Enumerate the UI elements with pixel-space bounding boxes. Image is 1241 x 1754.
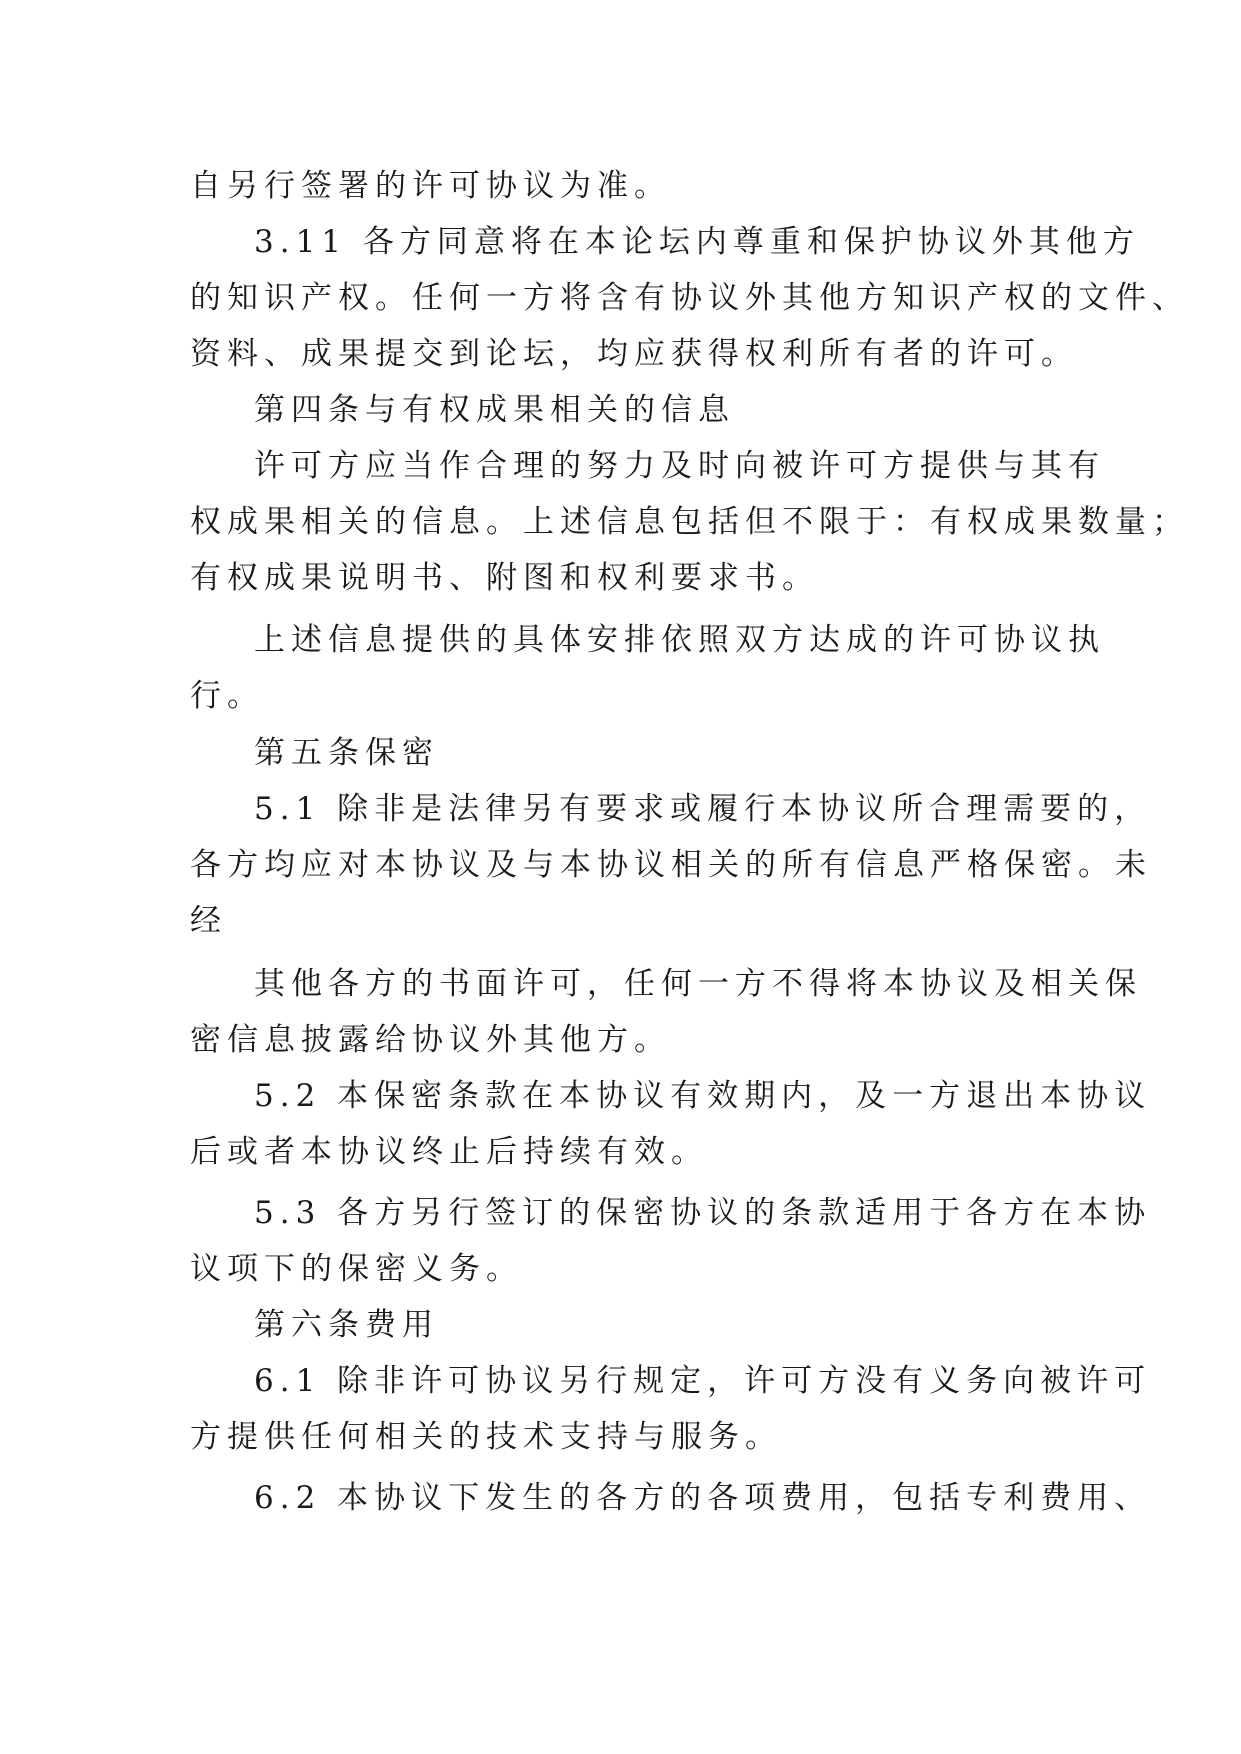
text-line: 权成果相关的信息。上述信息包括但不限于：有权成果数量； xyxy=(190,504,1189,540)
text-line: 资料、成果提交到论坛，均应获得权利所有者的许可。 xyxy=(190,336,1078,372)
text-line: 5.3 各方另行签订的保密协议的条款适用于各方在本协 xyxy=(254,1195,1152,1231)
section-heading: 第五条保密 xyxy=(254,735,439,771)
text-line: 的知识产权。任何一方将含有协议外其他方知识产权的文件、 xyxy=(190,280,1189,316)
text-line: 5.2 本保密条款在本协议有效期内，及一方退出本协议 xyxy=(254,1078,1152,1114)
text-line: 方提供任何相关的技术支持与服务。 xyxy=(190,1419,782,1455)
text-line: 行。 xyxy=(190,678,264,714)
text-line: 自另行签署的许可协议为准。 xyxy=(190,168,671,204)
section-heading: 第六条费用 xyxy=(254,1307,439,1343)
text-line: 各方均应对本协议及与本协议相关的所有信息严格保密。未 xyxy=(190,847,1152,883)
text-line: 许可方应当作合理的努力及时向被许可方提供与其有 xyxy=(254,448,1105,484)
text-line: 有权成果说明书、附图和权利要求书。 xyxy=(190,560,819,596)
text-line: 经 xyxy=(190,903,227,939)
text-line: 议项下的保密义务。 xyxy=(190,1251,523,1287)
section-heading: 第四条与有权成果相关的信息 xyxy=(254,392,735,428)
text-line: 后或者本协议终止后持续有效。 xyxy=(190,1134,708,1170)
text-line: 上述信息提供的具体安排依照双方达成的许可协议执 xyxy=(254,622,1105,658)
text-line: 密信息披露给协议外其他方。 xyxy=(190,1022,671,1058)
text-line: 5.1 除非是法律另有要求或履行本协议所合理需要的， xyxy=(254,791,1152,827)
text-line: 3.11 各方同意将在本论坛内尊重和保护协议外其他方 xyxy=(254,224,1140,260)
text-line: 其他各方的书面许可，任何一方不得将本协议及相关保 xyxy=(254,966,1142,1002)
text-line: 6.1 除非许可协议另行规定，许可方没有义务向被许可 xyxy=(254,1363,1152,1399)
text-line: 6.2 本协议下发生的各方的各项费用，包括专利费用、 xyxy=(254,1480,1152,1516)
